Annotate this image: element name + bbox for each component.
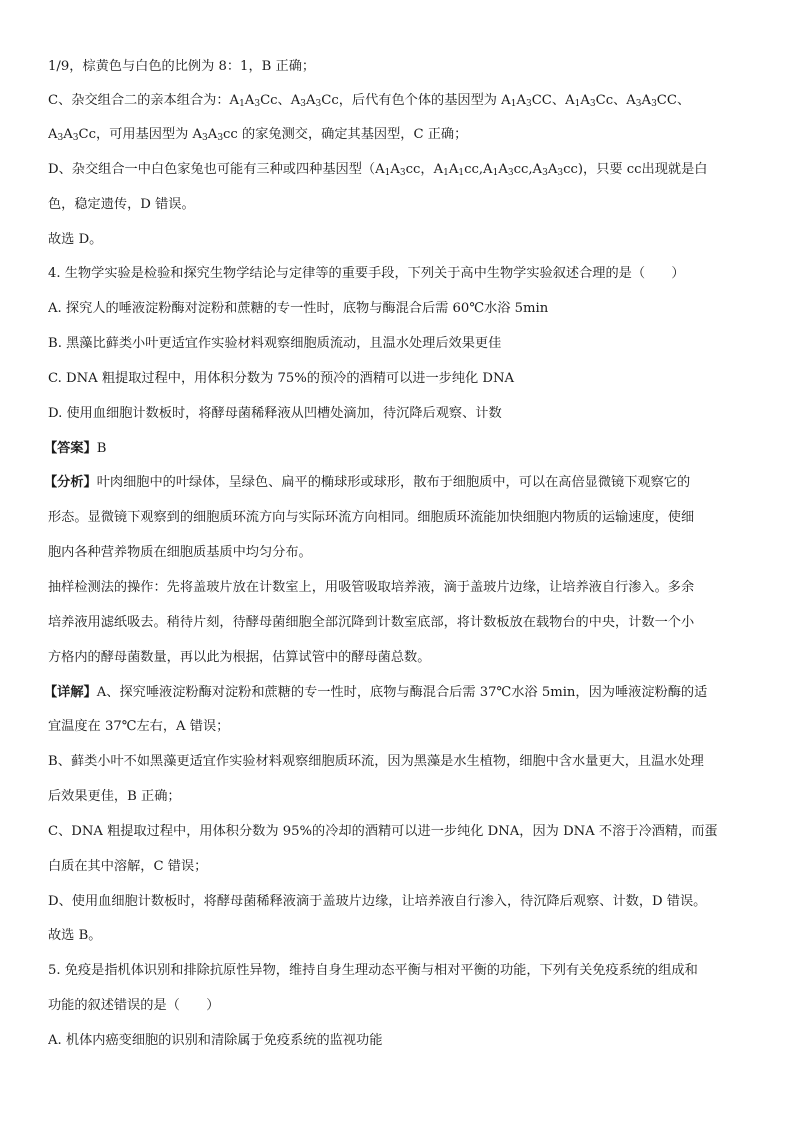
section-label: 【答案】	[44, 441, 97, 456]
subscript: 3	[507, 168, 514, 178]
text-run: A	[580, 93, 590, 108]
option-a	[48, 299, 758, 319]
answer-line	[44, 439, 754, 459]
subscript: 1	[458, 168, 465, 178]
subscript: 3	[217, 133, 224, 143]
subscript: 3	[651, 99, 657, 109]
text-run: CC、	[656, 93, 691, 108]
question-4-stem	[48, 264, 758, 284]
text-run: 后效果更佳，B 正确；	[48, 789, 181, 804]
text-run: Cc，可用基因型为 A	[78, 127, 203, 142]
subscript: 3	[202, 133, 208, 143]
analysis-line-6	[48, 648, 758, 668]
text-run: A	[63, 127, 73, 142]
text-run: 白质在其中溶解，C 错误；	[48, 859, 208, 874]
text-run: cc,A	[513, 162, 543, 177]
text-run: 4. 生物学实验是检验和探究生物学结论与定律等的重要手段，下列关于高中生物学实验叙述合理的是（ ）	[48, 266, 685, 281]
text-run: 方格内的酵母菌数量，再以此为根据，估算试管中的酵母菌总数。	[48, 650, 431, 665]
text-line-4	[48, 160, 758, 180]
subscript: 3	[315, 99, 322, 109]
text-run: A	[498, 162, 508, 177]
text-line-3	[48, 125, 758, 145]
subscript: 1	[510, 99, 517, 109]
detail-line-4	[48, 787, 758, 807]
text-run: 5. 免疫是指机体识别和排除抗原性异物，维持自身生理动态平衡与相对平衡的功能，下列有关免疫系统的组成和	[48, 963, 698, 978]
text-run: 叶肉细胞中的叶绿体，呈绿色、扁平的椭球形或球形，散布于细胞质中，可以在高倍显微镜下观察它的	[96, 475, 691, 490]
text-run: A	[244, 93, 255, 108]
subscript: 3	[635, 99, 642, 109]
analysis-line-4	[48, 578, 758, 598]
text-run: cc)，只要 cc出现就是白	[563, 162, 708, 177]
text-run: A	[390, 162, 400, 177]
text-run: 故选 D。	[48, 232, 103, 247]
text-run: A	[48, 127, 58, 142]
text-run: D、使用血细胞计数板时，将酵母菌稀释液滴于盖玻片边缘，让培养液自行渗入，待沉降后观察、计数，D 错误。	[48, 894, 707, 909]
text-run: 故选 B。	[48, 928, 102, 943]
text-run: Cc，后代有色个体的基因型为 A	[321, 93, 511, 108]
analysis-line-1	[44, 473, 754, 493]
section-label: 【详解】	[44, 685, 97, 700]
option-b	[48, 334, 758, 354]
detail-line-5	[48, 822, 758, 842]
text-run: CC、A	[531, 93, 575, 108]
detail-line-6	[48, 857, 758, 877]
text-run: C、DNA 粗提取过程中，用体积分数为 95%的冷却的酒精可以进一步纯化 DNA，因为 DNA 不溶于冷酒精，而蛋	[48, 824, 718, 839]
subscript: 1	[492, 168, 499, 178]
subscript: 3	[542, 168, 548, 178]
text-run: A	[448, 162, 459, 177]
detail-line-1	[44, 683, 754, 703]
text-run: 胞内各种营养物质在细胞质基质中均匀分布。	[48, 545, 312, 560]
detail-line-3	[48, 752, 758, 772]
text-run: Cc、A	[260, 93, 301, 108]
question-5-stem	[48, 961, 758, 981]
section-label: 【分析】	[44, 475, 97, 490]
subscript: 3	[557, 168, 564, 178]
text-run: A	[547, 162, 558, 177]
text-run: 1/9，棕黄色与白色的比例为 8：1，B 正确；	[48, 59, 316, 74]
text-line-2	[48, 91, 758, 111]
analysis-line-5	[48, 613, 758, 633]
text-run: A	[516, 93, 526, 108]
text-run: B	[96, 441, 107, 456]
subscript: 3	[72, 133, 79, 143]
text-run: A	[641, 93, 652, 108]
detail-line-7	[48, 892, 758, 912]
text-run: 抽样检测法的操作：先将盖玻片放在计数室上，用吸管吸取培养液，滴于盖玻片边缘，让培养液自行渗入。多余	[48, 580, 695, 595]
text-run: A	[207, 127, 218, 142]
subscript: 1	[443, 168, 449, 178]
subscript: 3	[57, 133, 64, 143]
text-run: B、藓类小叶不如黑藻更适宜作实验材料观察细胞质环流，因为黑藻是水生植物，细胞中含水量更大，且温水处理	[48, 754, 704, 769]
option-c	[48, 369, 758, 389]
text-run: cc，A	[405, 162, 444, 177]
text-run: A. 机体内癌变细胞的识别和清除属于免疫系统的监视功能	[48, 1033, 383, 1048]
subscript: 3	[300, 99, 306, 109]
subscript: 3	[589, 99, 596, 109]
text-run: cc 的家兔测交，确定其基因型，C 正确；	[223, 127, 468, 142]
text-run: C、杂交组合二的亲本组合为：A	[48, 93, 240, 108]
text-run: D、杂交组合一中白色家兔也可能有三种或四种基因型（A	[48, 162, 385, 177]
text-line-6	[48, 230, 758, 250]
text-run: A	[305, 93, 316, 108]
subscript: 1	[574, 99, 581, 109]
text-run: C. DNA 粗提取过程中，用体积分数为 75%的预冷的酒精可以进一步纯化 DNA	[48, 371, 515, 386]
option-d	[48, 404, 758, 424]
text-run: A. 探究人的唾液淀粉酶对淀粉和蔗糖的专一性时，底物与酶混合后需 60℃水浴 5min	[48, 301, 549, 316]
text-line-5	[48, 195, 758, 215]
subscript: 3	[254, 99, 261, 109]
text-run: B. 黑藻比藓类小叶更适宜作实验材料观察细胞质流动，且温水处理后效果更佳	[48, 336, 502, 351]
option-a-q5	[48, 1031, 758, 1051]
detail-line-8	[48, 926, 758, 946]
text-run: A、探究唾液淀粉酶对淀粉和蔗糖的专一性时，底物与酶混合后需 37℃水浴 5min，因为唾液淀粉酶的适	[96, 685, 708, 700]
text-line-1	[48, 57, 758, 77]
text-run: 功能的叙述错误的是（ ）	[48, 998, 220, 1013]
subscript: 3	[399, 168, 406, 178]
text-run: D. 使用血细胞计数板时，将酵母菌稀释液从凹槽处滴加，待沉降后观察、计数	[48, 406, 502, 421]
text-run: 宜温度在 37℃左右，A 错误；	[48, 719, 230, 734]
detail-line-2	[48, 717, 758, 737]
analysis-line-3	[48, 543, 758, 563]
subscript: 1	[239, 99, 245, 109]
analysis-line-2	[48, 508, 758, 528]
text-run: 形态。显微镜下观察到的细胞质环流方向与实际环流方向相同。细胞质环流能加快细胞内物质的运输速度，使细	[48, 510, 695, 525]
subscript: 3	[525, 99, 532, 109]
text-run: 色，稳定遗传，D 错误。	[48, 197, 195, 212]
text-run: Cc、A	[595, 93, 636, 108]
subscript: 1	[384, 168, 391, 178]
text-run: cc,A	[464, 162, 493, 177]
question-5-stem-cont	[48, 996, 758, 1016]
text-run: 培养液用滤纸吸去。稍待片刻，待酵母菌细胞全部沉降到计数室底部，将计数板放在载物台的中央，计数一个小	[48, 615, 695, 630]
